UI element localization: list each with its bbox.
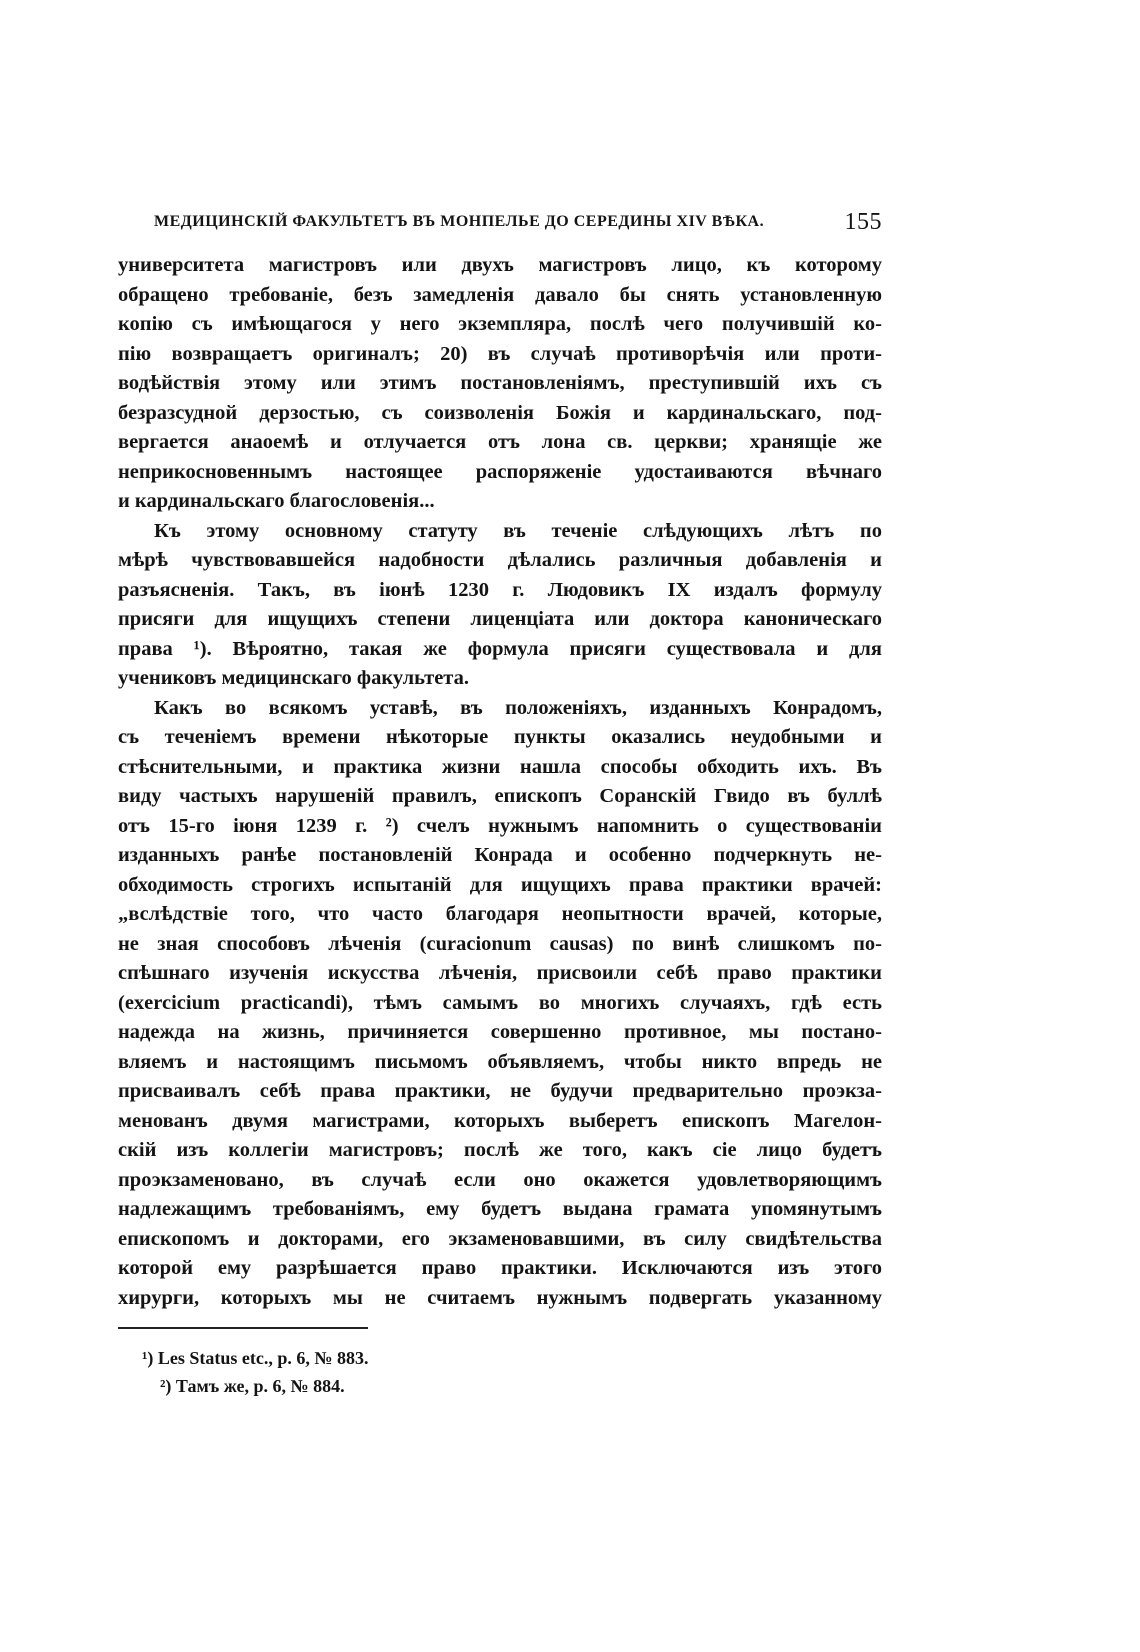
text-line: учениковъ медицинскаго факультета. bbox=[118, 667, 470, 689]
footnote-1: ¹) Les Status etc., p. 6, № 883. bbox=[142, 1348, 369, 1368]
text-line: виду частыхъ нарушеній правилъ, епископъ Соранскій Гвидо въ буллѣ bbox=[118, 785, 882, 807]
text-line: мѣрѣ чувствовавшейся надобности дѣлались различныя добавленія и bbox=[118, 549, 882, 571]
text-line: присяги для ищущихъ степени лиценціата или доктора каноническаго bbox=[118, 608, 882, 630]
text-line: и кардинальскаго благословенія... bbox=[118, 490, 435, 512]
text-line: менованъ двумя магистрами, которыхъ выберетъ епископъ Магелон- bbox=[118, 1109, 882, 1132]
text-line: вергается анаоемѣ и отлучается отъ лона св. церкви; хранящіе же bbox=[118, 431, 882, 453]
text-line: (exercicium practicandi), тѣмъ самымъ во многихъ случаяхъ, гдѣ есть bbox=[118, 991, 882, 1014]
body-text bbox=[118, 251, 882, 1313]
text-line: скій изъ коллегіи магистровъ; послѣ же того, какъ сіе лицо будетъ bbox=[118, 1139, 882, 1161]
text-line: стѣснительными, и практика жизни нашла способы обходить ихъ. Въ bbox=[118, 755, 882, 778]
page bbox=[118, 205, 882, 1400]
running-title: МЕДИЦИНСКІЙ ФАКУЛЬТЕТЪ ВЪ МОНПЕЛЬЕ ДО СЕРЕДИНЫ XIV ВѢКА. bbox=[154, 213, 765, 230]
text-line: надежда на жизнь, причиняется совершенно противное, мы постано- bbox=[118, 1021, 882, 1043]
text-line: отъ 15-го іюня 1239 г. ²) счелъ нужнымъ напомнить о существованіи bbox=[118, 814, 882, 837]
text-line: права ¹). Вѣроятно, такая же формула присяги существовала и для bbox=[118, 637, 882, 660]
text-line: Какъ во всякомъ уставѣ, въ положеніяхъ, изданныхъ Конрадомъ, bbox=[154, 696, 882, 719]
text-line: пію возвращаетъ оригиналъ; 20) въ случаѣ противорѣчія или проти- bbox=[118, 342, 882, 365]
text-line: обходимость строгихъ испытаній для ищущихъ права практики врачей: bbox=[118, 873, 882, 896]
text-line: изданныхъ ранѣе постановленій Конрада и особенно подчеркнуть не- bbox=[118, 844, 882, 866]
footnote-rule bbox=[118, 1327, 368, 1330]
text-line: не зная способовъ лѣченія (curacionum causas) по винѣ слишкомъ по- bbox=[118, 932, 882, 955]
text-line: которой ему разрѣшается право практики. Исключаются изъ этого bbox=[118, 1257, 882, 1279]
text-line: Къ этому основному статуту въ теченіе слѣдующихъ лѣтъ по bbox=[154, 519, 882, 542]
text-line: водѣйствія этому или этимъ постановленіямъ, преступившій ихъ съ bbox=[118, 372, 882, 394]
text-line: вляемъ и настоящимъ письмомъ объявляемъ, чтобы никто впредь не bbox=[118, 1050, 882, 1073]
text-line: университета магистровъ или двухъ магистровъ лицо, къ которому bbox=[118, 254, 882, 276]
text-line: спѣшнаго изученія искусства лѣченія, присвоили себѣ право практики bbox=[118, 962, 882, 984]
footnote-2: ²) Тамъ же, p. 6, № 884. bbox=[160, 1376, 345, 1396]
text-line: хирурги, которыхъ мы не считаемъ нужнымъ подвергать указанному bbox=[118, 1286, 882, 1309]
text-line: безразсудной дерзостью, съ соизволенія Божія и кардинальскаго, под- bbox=[118, 401, 882, 424]
text-line: неприкосновеннымъ настоящее распоряженіе удостаиваются вѣчнаго bbox=[118, 460, 882, 483]
text-line: проэкзаменовано, въ случаѣ если оно окажется удовлетворяющимъ bbox=[118, 1168, 882, 1191]
page-number: 155 bbox=[844, 209, 882, 235]
text-line: „вслѣдствіе того, что часто благодаря неопытности врачей, которые, bbox=[118, 903, 882, 925]
text-line: присваивалъ себѣ права практики, не будучи предварительно проэкза- bbox=[118, 1080, 882, 1102]
text-line: разъясненія. Такъ, въ іюнѣ 1230 г. Людовикъ IX издалъ формулу bbox=[118, 578, 882, 601]
footnotes bbox=[118, 1344, 882, 1400]
text-line: обращено требованіе, безъ замедленія давало бы снять установленную bbox=[118, 283, 882, 306]
text-line: копію съ имѣющагося у него экземпляра, послѣ чего получившій ко- bbox=[118, 313, 882, 335]
text-line: съ теченіемъ времени нѣкоторые пункты оказались неудобными и bbox=[118, 726, 882, 748]
text-line: надлежащимъ требованіямъ, ему будетъ выдана грамата упомянутымъ bbox=[118, 1198, 882, 1220]
text-line: епископомъ и докторами, его экзаменовавшими, въ силу свидѣтельства bbox=[118, 1227, 882, 1250]
running-head bbox=[118, 205, 882, 239]
